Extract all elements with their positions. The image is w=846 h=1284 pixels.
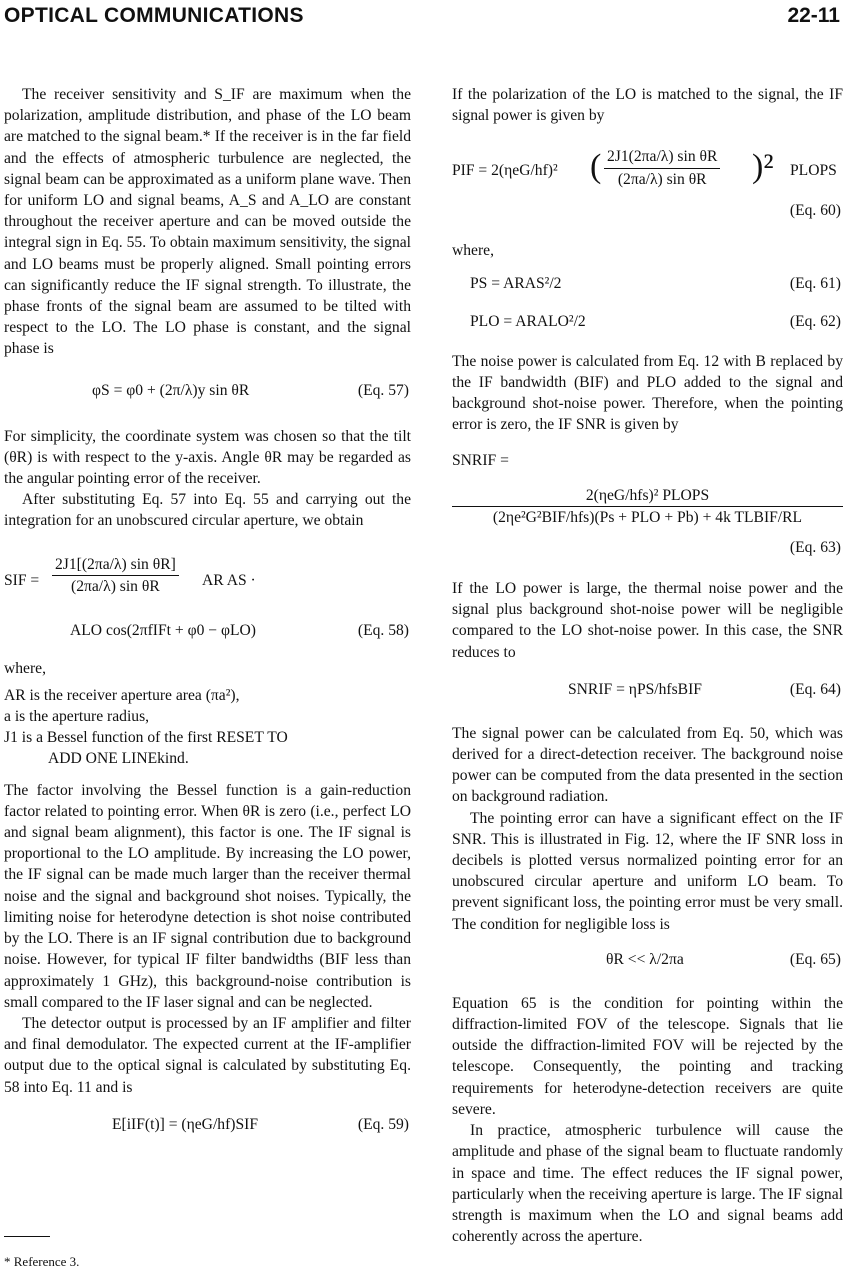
equation-62 — [452, 311, 843, 341]
where-label: where, — [452, 241, 494, 259]
equation-body: ALO cos(2πfIFt + φ0 − φLO) — [70, 621, 256, 639]
paragraph: The signal power can be calculated from Eq. 50, which was derived for a direct-detection receiver. The background noise power can be computed from the data presented in the section on background radiation. — [452, 724, 843, 806]
equation-61 — [452, 273, 843, 303]
left-column — [4, 84, 411, 1144]
equation-number: (Eq. 58) — [357, 621, 409, 639]
equation-body: PLO = ARALO²/2 — [470, 312, 586, 330]
left-paren: ( — [590, 148, 602, 186]
paragraph: If the LO power is large, the thermal noise power and the signal plus background shot-noise power will be negligible compared to the LO shot-noise power. In this case, the SNR reduces to — [452, 580, 843, 661]
running-title: OPTICAL COMMUNICATIONS — [4, 4, 304, 27]
definition-list — [4, 685, 411, 770]
equation-number: (Eq. 64) — [789, 680, 841, 698]
equation-number: (Eq. 61) — [789, 274, 841, 292]
fraction-numerator: 2(ηeG/hfs)² PLOPS — [585, 486, 710, 504]
equation-body: θR << λ/2πa — [606, 950, 684, 968]
bessel-fraction — [52, 554, 179, 597]
bessel-fraction — [604, 146, 720, 189]
fraction-denominator: (2πa/λ) sin θR — [52, 575, 179, 597]
equation-lhs: PIF = 2(ηeG/hf)² — [452, 162, 558, 180]
footnote-text: * Reference 3. — [4, 1254, 80, 1269]
fraction-denominator: (2ηe²G²BIF/hfs)(Ps + PLO + Pb) + 4k TLBIF/RL — [452, 506, 843, 528]
equation-lhs: SIF = — [4, 571, 40, 589]
equation-number: (Eq. 65) — [789, 950, 841, 968]
fraction-numerator: 2J1(2πa/λ) sin θR — [607, 148, 718, 166]
paragraph: The factor involving the Bessel function is a gain-reduction factor related to pointing error. When θR is zero (i.e., perfect LO and signal beam alignment), this factor is one. The IF signal is proportional to the LO amplitude. By increasing the LO power, the IF signal can be made much larger than the receiver thermal noise and the signal and background shot noises. Typically, the limiting noise for heterodyne detection is shot noise contributed by the LO. There is an IF signal contribution due to background noise. However, for typical IF filter bandwidths (BIF less than approximately 1 GHz), this background-noise contribution is small compared to the IF laser signal and can be neglected. — [4, 781, 411, 1011]
equation-rhs: AR AS · — [202, 571, 256, 589]
paragraph: Equation 65 is the condition for pointing within the diffraction-limited FOV of the telescope. Signals that lie outside the diffraction-limited FOV will be rejected by the telescope. Consequently, the pointing and tracking requirements for heterodyne-detection receivers are quite severe. — [452, 994, 843, 1118]
footnote-rule — [4, 1236, 50, 1237]
equation-58-line2 — [4, 620, 411, 650]
equation-body: PS = ARAS²/2 — [470, 274, 562, 292]
equation-number: (Eq. 57) — [357, 381, 409, 399]
equation-63 — [452, 485, 843, 535]
paragraph: The noise power is calculated from Eq. 12 with B replaced by the IF bandwidth (BIF) and PLO added to the signal and background shot-noise power. Therefore, when the pointing error is zero, the IF SNR is given by — [452, 352, 843, 434]
equation-number: (Eq. 59) — [357, 1115, 409, 1133]
equation-rhs: PLOPS — [790, 162, 837, 180]
where-label: where, — [4, 659, 46, 677]
snr-label: SNRIF = — [452, 451, 509, 469]
equation-body: φS = φ0 + (2π/λ)y sin θR — [92, 381, 250, 399]
equation-body: SNRIF = ηPS/hfsBIF — [568, 680, 702, 698]
definition-item: a is the aperture radius, — [4, 708, 150, 726]
definition-item: AR is the receiver aperture area (πa²), — [4, 686, 240, 704]
equation-65 — [452, 949, 843, 979]
equation-57 — [4, 380, 411, 410]
definition-item-continuation: ADD ONE LINEkind. — [48, 750, 189, 768]
paragraph: The detector output is processed by an IF amplifier and filter and final demodulator. The expected current at the IF-amplifier output due to the optical signal is calculated by substituting Eq. 58 into Eq. 11 and is — [4, 1014, 411, 1096]
equation-64 — [452, 679, 843, 709]
snr-fraction — [452, 485, 843, 528]
right-paren: )² — [752, 148, 774, 186]
paragraph: In practice, atmospheric turbulence will cause the amplitude and phase of the signal beam to fluctuate randomly in space and time. The effect reduces the IF signal power, particularly when the receiving aperture is large. The IF signal strength is maximum when the LO and signal beams add coherently across the aperture. — [452, 1122, 843, 1246]
paragraph: For simplicity, the coordinate system was chosen so that the tilt (θR) is with respect to the y-axis. Angle θR may be regarded as the angular pointing error of the receiver. — [4, 427, 411, 488]
paragraph: If the polarization of the LO is matched to the signal, the IF signal power is given by — [452, 86, 843, 125]
equation-59 — [4, 1114, 411, 1144]
paragraph: The receiver sensitivity and S_IF are maximum when the polarization, amplitude distribution, and phase of the LO beam are matched to the signal beam.* If the receiver is in the far field and the effects of atmospheric turbulence are neglected, the signal beam can be approximated as a uniform plane wave. Then for uniform LO and signal beams, A_S and A_LO are constant throughout the receiver aperture and can be moved outside the integral sign in Eq. 55. To obtain maximum sensitivity, the signal and LO beams must be properly aligned. Small pointing errors can significantly reduce the IF signal strength. To illustrate, the phase fronts of the signal beam are assumed to be tilted with respect to the LO. The LO phase is constant, and the signal phase is — [4, 86, 411, 358]
equation-number: (Eq. 63) — [789, 538, 841, 556]
fraction-denominator: (2πa/λ) sin θR — [604, 168, 720, 190]
equation-body: E[iIF(t)] = (ηeG/hf)SIF — [112, 1115, 259, 1133]
fraction-numerator: 2J1[(2πa/λ) sin θR] — [55, 555, 176, 573]
equation-60 — [452, 146, 843, 198]
page-header — [0, 0, 846, 34]
definition-item: J1 is a Bessel function of the first RESET TO — [4, 729, 288, 747]
equation-number: (Eq. 62) — [789, 312, 841, 330]
right-column — [452, 84, 843, 1247]
equation-58 — [4, 554, 411, 608]
equation-number: (Eq. 60) — [789, 202, 841, 220]
page-number: 22-11 — [787, 4, 840, 27]
paragraph: The pointing error can have a significant effect on the IF SNR. This is illustrated in Fig. 12, where the IF SNR loss in decibels is plotted versus normalized pointing error for an unobscured circular aperture and uniform LO beam. To prevent significant loss, the pointing error must be very small. The condition for negligible loss is — [452, 809, 843, 933]
paragraph: After substituting Eq. 57 into Eq. 55 and carrying out the integration for an unobscured circular aperture, we obtain — [4, 491, 411, 530]
